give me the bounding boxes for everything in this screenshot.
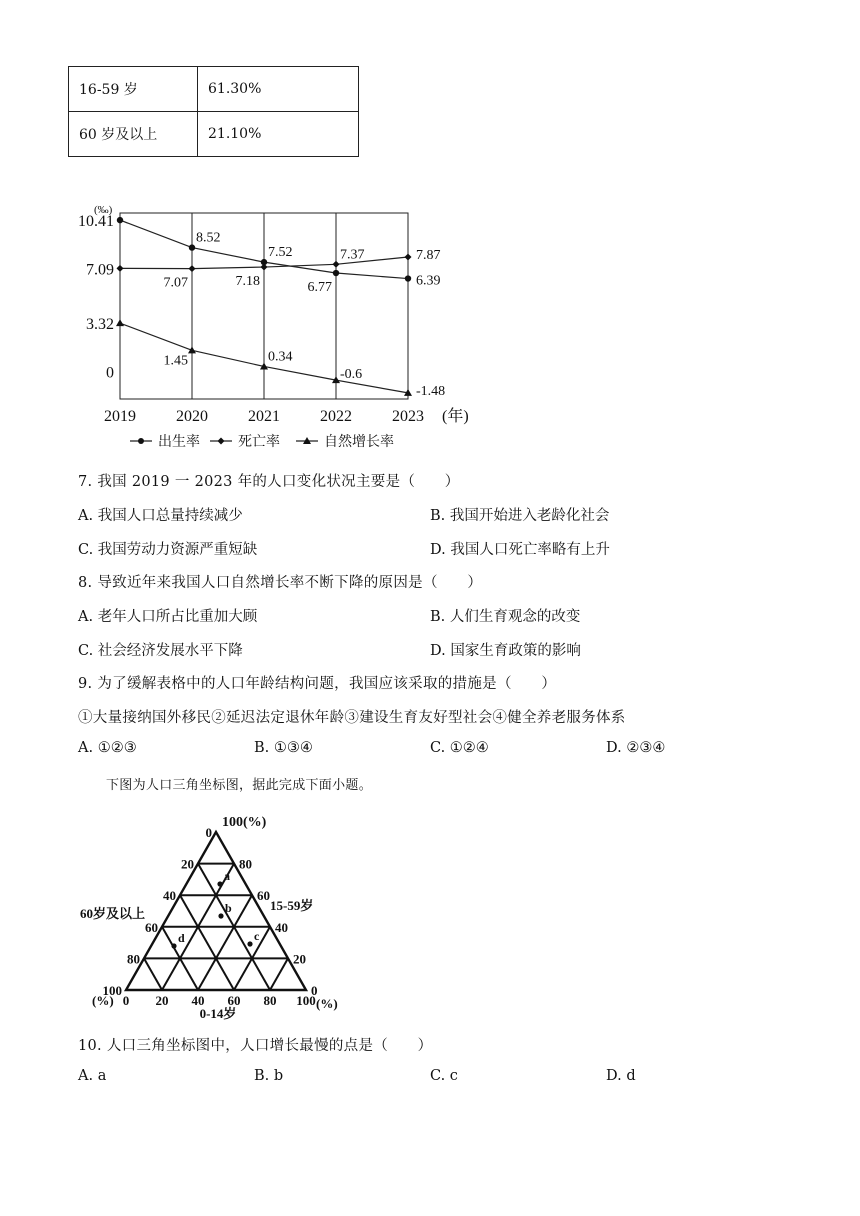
y-unit-label: (‰): [94, 204, 113, 216]
bottom-axis-tick: 40: [191, 993, 205, 1008]
question-9-stem: 9. 为了缓解表格中的人口年龄结构问题，我国应该采取的措施是（ ）: [78, 676, 557, 692]
bottom-axis-tick: 20: [155, 993, 169, 1008]
q10-option-d: D. d: [606, 1068, 636, 1084]
ternary-point-label: c: [254, 929, 260, 943]
data-label: 0.34: [268, 349, 293, 365]
table-row: [69, 112, 359, 157]
x-tick-label: 2020: [176, 408, 208, 425]
x-tick-label: 2022: [320, 408, 352, 425]
ternary-point-b: [218, 913, 223, 918]
legend-label: 死亡率: [238, 435, 280, 450]
growth-rate-point: [116, 319, 124, 326]
x-axis-unit: (年): [442, 408, 469, 425]
ternary-point-d: [171, 943, 176, 948]
age-group-cell: 16-59 岁: [69, 67, 198, 112]
right-axis-tick: 0: [311, 983, 318, 998]
population-rate-chart: [70, 195, 470, 455]
age-group-cell: 60 岁及以上: [69, 112, 198, 157]
data-label: 6.39: [416, 273, 441, 289]
x-tick-label: 2019: [104, 408, 136, 425]
right-axis-tick: 60: [257, 888, 270, 904]
data-label: 7.37: [340, 247, 365, 263]
q7-option-a: A. 我国人口总量持续减少: [78, 508, 243, 524]
q7-option-d: D. 我国人口死亡率略有上升: [430, 542, 610, 558]
bottom-axis-tick: 0: [122, 993, 130, 1008]
death-rate-point: [261, 264, 268, 271]
bottom-left-unit: (%): [92, 993, 114, 1008]
ternary-intro: 下图为人口三角坐标图，据此完成下面小题。: [106, 778, 373, 793]
q10-option-a: A. a: [78, 1068, 107, 1084]
ternary-grid-line: [144, 958, 162, 990]
data-label: 8.52: [196, 230, 221, 246]
legend-circle-marker: [138, 438, 144, 444]
left-axis-tick: 0: [205, 825, 212, 840]
death-rate-point: [405, 254, 412, 261]
birth-rate-point: [189, 244, 195, 250]
ternary-point-c: [247, 941, 252, 946]
q8-option-d: D. 国家生育政策的影响: [430, 643, 581, 659]
q7-option-c: C. 我国劳动力资源严重短缺: [78, 542, 258, 558]
y-tick-label: 10.41: [78, 213, 114, 231]
ternary-point-label: b: [225, 901, 232, 915]
left-axis-label: 60岁及以上: [80, 906, 146, 921]
birth-rate-point: [117, 217, 123, 223]
question-10-stem: 10. 人口三角坐标图中，人口增长最慢的点是（ ）: [78, 1038, 433, 1054]
death-rate-point: [333, 261, 340, 268]
data-label: 6.77: [307, 280, 332, 296]
q8-option-a: A. 老年人口所占比重加大顾: [78, 609, 258, 625]
data-label: 7.07: [163, 275, 188, 291]
x-tick-label: 2023: [392, 408, 424, 425]
birth-rate-point: [333, 270, 339, 276]
q9-option-a: A. ①②③: [78, 740, 137, 756]
legend-label: 出生率: [158, 435, 200, 450]
birth-rate-point: [405, 275, 411, 281]
age-structure-table: [68, 66, 359, 157]
data-label: 7.87: [416, 248, 441, 264]
left-axis-tick: 40: [163, 888, 176, 904]
question-7-stem: 7. 我国 2019 一 2023 年的人口变化状况主要是（ ）: [78, 474, 460, 490]
ternary-point-label: d: [178, 931, 185, 945]
table-row: [69, 67, 359, 112]
question-8-stem: 8. 导致近年来我国人口自然增长率不断下降的原因是（ ）: [78, 575, 483, 591]
data-label: 1.45: [163, 353, 188, 369]
ternary-top-label: 100(%): [222, 815, 267, 830]
data-label: 7.52: [268, 245, 293, 261]
q9-option-b: B. ①③④: [254, 740, 313, 756]
x-tick-label: 2021: [248, 408, 280, 425]
question-9-statements: ①大量接纳国外移民②延迟法定退休年龄③建设生育友好型社会④健全养老服务体系: [78, 710, 626, 726]
left-axis-tick: 80: [127, 951, 140, 967]
bottom-axis-tick: 100: [296, 993, 316, 1008]
q8-option-c: C. 社会经济发展水平下降: [78, 643, 243, 659]
bottom-axis-label: 0-14岁: [199, 1006, 237, 1021]
age-share-cell: 61.30%: [198, 67, 359, 112]
data-label: -1.48: [416, 383, 446, 399]
q9-option-c: C. ①②④: [430, 740, 489, 756]
q8-option-b: B. 人们生育观念的改变: [430, 609, 581, 625]
y-tick-label: 0: [106, 364, 114, 382]
left-axis-tick: 60: [145, 919, 158, 935]
bottom-axis-tick: 80: [263, 993, 277, 1008]
bottom-axis-tick: 60: [227, 993, 241, 1008]
right-axis-tick: 80: [239, 856, 252, 872]
population-ternary-diagram: [78, 808, 358, 1030]
y-tick-label: 7.09: [86, 261, 114, 279]
q10-option-c: C. c: [430, 1068, 458, 1084]
y-tick-label: 3.32: [86, 316, 114, 334]
ternary-grid-line: [270, 958, 288, 990]
left-axis-tick: 100: [102, 983, 122, 998]
right-axis-tick: 20: [293, 951, 306, 967]
legend-label: 自然增长率: [324, 435, 394, 450]
ternary-point-a: [217, 881, 222, 886]
ternary-point-label: a: [224, 869, 230, 883]
left-axis-tick: 20: [181, 856, 194, 872]
data-label: -0.6: [340, 367, 363, 383]
bottom-right-unit: (%): [316, 996, 338, 1011]
right-axis-label: 15-59岁: [270, 898, 314, 913]
q7-option-b: B. 我国开始进入老龄化社会: [430, 508, 610, 524]
right-axis-tick: 40: [275, 919, 288, 935]
death-rate-point: [189, 265, 196, 272]
q9-option-d: D. ②③④: [606, 740, 666, 756]
data-label: 7.18: [235, 274, 260, 290]
legend-diamond-marker: [218, 438, 225, 445]
death-rate-point: [117, 265, 124, 272]
age-share-cell: 21.10%: [198, 112, 359, 157]
q10-option-b: B. b: [254, 1068, 284, 1084]
